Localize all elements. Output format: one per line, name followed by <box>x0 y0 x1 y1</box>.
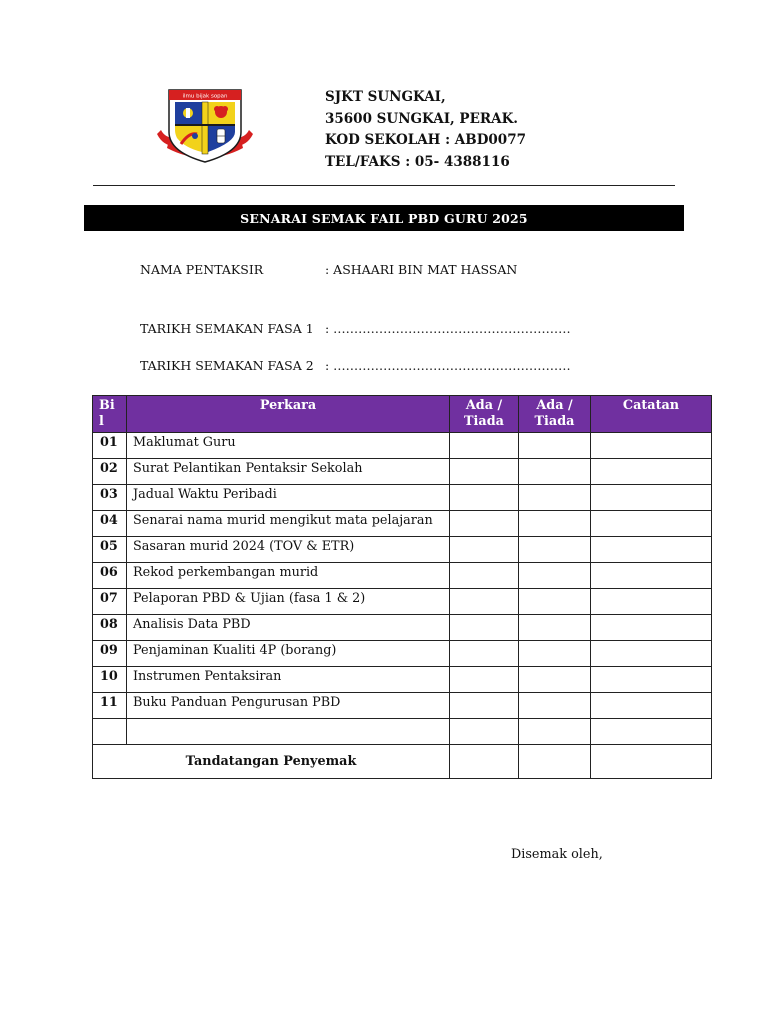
catatan-cell[interactable] <box>591 537 712 563</box>
ada-tiada-cell-2[interactable] <box>519 433 591 459</box>
checklist-table <box>92 395 712 779</box>
row-number: 03 <box>93 485 127 511</box>
catatan-cell[interactable] <box>591 459 712 485</box>
ada-tiada-cell-2[interactable] <box>519 485 591 511</box>
table-row <box>93 589 712 615</box>
row-number: 10 <box>93 667 127 693</box>
row-item[interactable] <box>127 719 450 745</box>
catatan-cell[interactable] <box>591 615 712 641</box>
header-ada-tiada-2: Ada / Tiada <box>519 396 591 433</box>
school-header <box>325 87 526 173</box>
row-number: 01 <box>93 433 127 459</box>
row-item: Buku Panduan Pengurusan PBD <box>127 693 450 719</box>
row-number: 06 <box>93 563 127 589</box>
catatan-cell[interactable] <box>591 511 712 537</box>
ada-tiada-cell-1[interactable] <box>450 537 519 563</box>
ada-tiada-cell-2[interactable] <box>519 511 591 537</box>
row-item: Penjaminan Kualiti 4P (borang) <box>127 641 450 667</box>
row-number: 04 <box>93 511 127 537</box>
table-row-blank <box>93 719 712 745</box>
ada-tiada-cell-2[interactable] <box>519 615 591 641</box>
header-catatan: Catatan <box>591 396 712 433</box>
ada-tiada-cell-1[interactable] <box>450 693 519 719</box>
signature-cell-notes[interactable] <box>591 745 712 779</box>
table-row <box>93 485 712 511</box>
header-ada-tiada-1: Ada / Tiada <box>450 396 519 433</box>
catatan-cell[interactable] <box>591 563 712 589</box>
ada-tiada-cell-1[interactable] <box>450 459 519 485</box>
catatan-cell[interactable] <box>591 589 712 615</box>
table-row <box>93 459 712 485</box>
school-address: 35600 SUNGKAI, PERAK. <box>325 110 519 127</box>
table-header-row <box>93 396 712 433</box>
ada-tiada-cell-1[interactable] <box>450 511 519 537</box>
row-number: 11 <box>93 693 127 719</box>
row-number: 02 <box>93 459 127 485</box>
header-divider <box>93 185 675 186</box>
row-item: Senarai nama murid mengikut mata pelajaran <box>127 511 450 537</box>
catatan-cell[interactable] <box>591 641 712 667</box>
table-row <box>93 537 712 563</box>
signature-cell-2[interactable] <box>519 745 591 779</box>
ada-tiada-cell-1[interactable] <box>450 667 519 693</box>
row-number: 07 <box>93 589 127 615</box>
ada-tiada-cell-1[interactable] <box>450 615 519 641</box>
school-crest-logo <box>155 86 255 164</box>
row-item: Instrumen Pentaksiran <box>127 667 450 693</box>
ada-tiada-cell-1[interactable] <box>450 485 519 511</box>
table-row <box>93 433 712 459</box>
signature-row <box>93 745 712 779</box>
table-row <box>93 693 712 719</box>
catatan-cell[interactable] <box>591 667 712 693</box>
signature-label: Tandatangan Penyemak <box>93 745 450 779</box>
catatan-cell[interactable] <box>591 485 712 511</box>
catatan-cell[interactable] <box>591 719 712 745</box>
ada-tiada-cell-2[interactable] <box>519 537 591 563</box>
ada-tiada-cell-2[interactable] <box>519 459 591 485</box>
ada-tiada-cell-2[interactable] <box>519 563 591 589</box>
ada-tiada-cell-1[interactable] <box>450 589 519 615</box>
assessor-value: : ASHAARI BIN MAT HASSAN <box>325 262 518 277</box>
ada-tiada-cell-1[interactable] <box>450 641 519 667</box>
ada-tiada-cell-2[interactable] <box>519 667 591 693</box>
ada-tiada-cell-1[interactable] <box>450 719 519 745</box>
signature-cell-1[interactable] <box>450 745 519 779</box>
row-number: 08 <box>93 615 127 641</box>
ada-tiada-cell-2[interactable] <box>519 719 591 745</box>
phase1-label: TARIKH SEMAKAN FASA 1 <box>140 321 314 336</box>
table-row <box>93 667 712 693</box>
table-row <box>93 641 712 667</box>
row-item: Pelaporan PBD & Ujian (fasa 1 & 2) <box>127 589 450 615</box>
row-number <box>93 719 127 745</box>
row-item: Jadual Waktu Peribadi <box>127 485 450 511</box>
row-number: 09 <box>93 641 127 667</box>
school-name: SJKT SUNGKAI, <box>325 89 446 105</box>
ada-tiada-cell-1[interactable] <box>450 563 519 589</box>
row-number: 05 <box>93 537 127 563</box>
checked-by-label: Disemak oleh, <box>511 847 603 862</box>
assessor-label: NAMA PENTAKSIR <box>140 262 264 277</box>
header-perkara: Perkara <box>127 396 450 433</box>
row-item: Maklumat Guru <box>127 433 450 459</box>
school-code: KOD SEKOLAH : ABD0077 <box>325 132 526 148</box>
row-item: Rekod perkembangan murid <box>127 563 450 589</box>
phase2-date-field: : ………………………………………………… <box>325 358 571 373</box>
table-row <box>93 563 712 589</box>
row-item: Sasaran murid 2024 (TOV & ETR) <box>127 537 450 563</box>
school-phone: TEL/FAKS : 05- 4388116 <box>325 153 510 170</box>
ada-tiada-cell-2[interactable] <box>519 641 591 667</box>
checklist-title-banner: SENARAI SEMAK FAIL PBD GURU 2025 <box>84 205 684 231</box>
phase1-date-field: : ………………………………………………… <box>325 321 571 336</box>
ada-tiada-cell-2[interactable] <box>519 693 591 719</box>
svg-text:ilmu bijak sopan: ilmu bijak sopan <box>182 93 228 100</box>
ada-tiada-cell-1[interactable] <box>450 433 519 459</box>
ada-tiada-cell-2[interactable] <box>519 589 591 615</box>
table-row <box>93 511 712 537</box>
catatan-cell[interactable] <box>591 433 712 459</box>
header-bil: Bi l <box>93 396 127 433</box>
table-row <box>93 615 712 641</box>
catatan-cell[interactable] <box>591 693 712 719</box>
row-item: Analisis Data PBD <box>127 615 450 641</box>
phase2-label: TARIKH SEMAKAN FASA 2 <box>140 358 314 373</box>
row-item: Surat Pelantikan Pentaksir Sekolah <box>127 459 450 485</box>
